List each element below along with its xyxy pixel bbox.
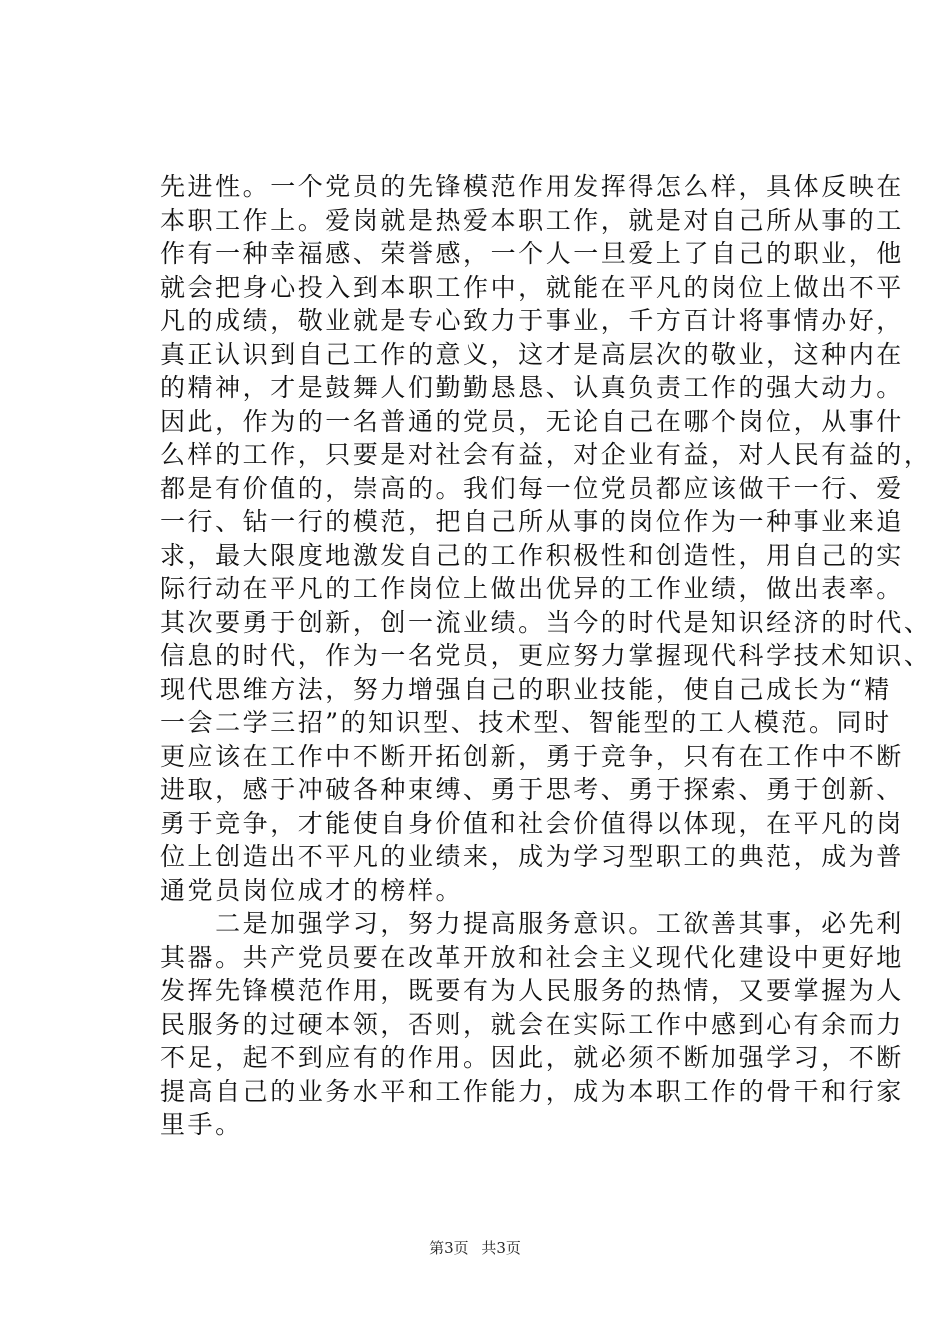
text-line: 的精神，才是鼓舞人们勤勤恳恳、认真负责工作的强大动力。 bbox=[160, 373, 904, 402]
text-line: 二是加强学习，努力提高服务意识。工欲善其事，必先利 bbox=[160, 909, 904, 938]
text-line: 更应该在工作中不断开拓创新，勇于竞争，只有在工作中不断 bbox=[160, 741, 904, 771]
text-line: 真正认识到自己工作的意义，这才是高层次的敬业，这种内在 bbox=[160, 339, 904, 369]
page-number: 第3页 bbox=[429, 1239, 469, 1257]
text-line: 么样的工作，只要是对社会有益，对企业有益，对人民有益的， bbox=[160, 440, 932, 469]
text-line: 就会把身心投入到本职工作中，就能在平凡的岗位上做出不平 bbox=[160, 272, 904, 302]
text-line: 通党员岗位成才的榜样。 bbox=[160, 875, 464, 905]
page-footer bbox=[0, 1238, 950, 1258]
text-line: 发挥先锋模范作用，既要有为人民服务的热情，又要掌握为人 bbox=[160, 976, 904, 1005]
text-line: 求，最大限度地激发自己的工作积极性和创造性，用自己的实 bbox=[160, 540, 904, 570]
text-line: 进取，感于冲破各种束缚、勇于思考、勇于探索、勇于创新、 bbox=[160, 775, 904, 804]
text-line: 其器。共产党员要在改革开放和社会主义现代化建设中更好地 bbox=[160, 942, 904, 972]
text-line: 都是有价值的，崇高的。我们每一位党员都应该做干一行、爱 bbox=[160, 473, 904, 503]
text-line: 不足，起不到应有的作用。因此，就必须不断加强学习，不断 bbox=[160, 1043, 904, 1072]
text-line: 一会二学三招”的知识型、技术型、智能型的工人模范。同时 bbox=[160, 708, 892, 737]
text-line: 信息的时代，作为一名党员，更应努力掌握现代科学技术知识、 bbox=[160, 641, 932, 670]
text-line: 作有一种幸福感、荣誉感，一个人一旦爱上了自己的职业，他 bbox=[160, 239, 904, 268]
text-line: 本职工作上。爱岗就是热爱本职工作，就是对自己所从事的工 bbox=[160, 205, 904, 235]
text-line: 一行、钻一行的模范，把自己所从事的岗位作为一种事业来追 bbox=[160, 507, 904, 536]
text-line: 际行动在平凡的工作岗位上做出优异的工作业绩，做出表率。 bbox=[160, 574, 904, 603]
text-line: 现代思维方法，努力增强自己的职业技能，使自己成长为“精 bbox=[160, 674, 892, 704]
page-total: 共3页 bbox=[481, 1239, 521, 1257]
text-line: 位上创造出不平凡的业绩来，成为学习型职工的典范，成为普 bbox=[160, 842, 904, 871]
text-line: 勇于竞争，才能使自身价值和社会价值得以体现，在平凡的岗 bbox=[160, 808, 904, 838]
text-line: 提高自己的业务水平和工作能力，成为本职工作的骨干和行家 bbox=[160, 1076, 904, 1106]
text-line: 先进性。一个党员的先锋模范作用发挥得怎么样，具体反映在 bbox=[160, 172, 904, 201]
text-line: 里手。 bbox=[160, 1110, 243, 1139]
text-line: 因此，作为的一名普通的党员，无论自己在哪个岗位，从事什 bbox=[160, 406, 904, 436]
text-line: 凡的成绩，敬业就是专心致力于事业，千方百计将事情办好， bbox=[160, 306, 904, 335]
text-line: 民服务的过硬本领，否则，就会在实际工作中感到心有余而力 bbox=[160, 1009, 904, 1039]
body-text bbox=[160, 170, 932, 1142]
text-line: 其次要勇于创新，创一流业绩。当今的时代是知识经济的时代、 bbox=[160, 607, 932, 637]
